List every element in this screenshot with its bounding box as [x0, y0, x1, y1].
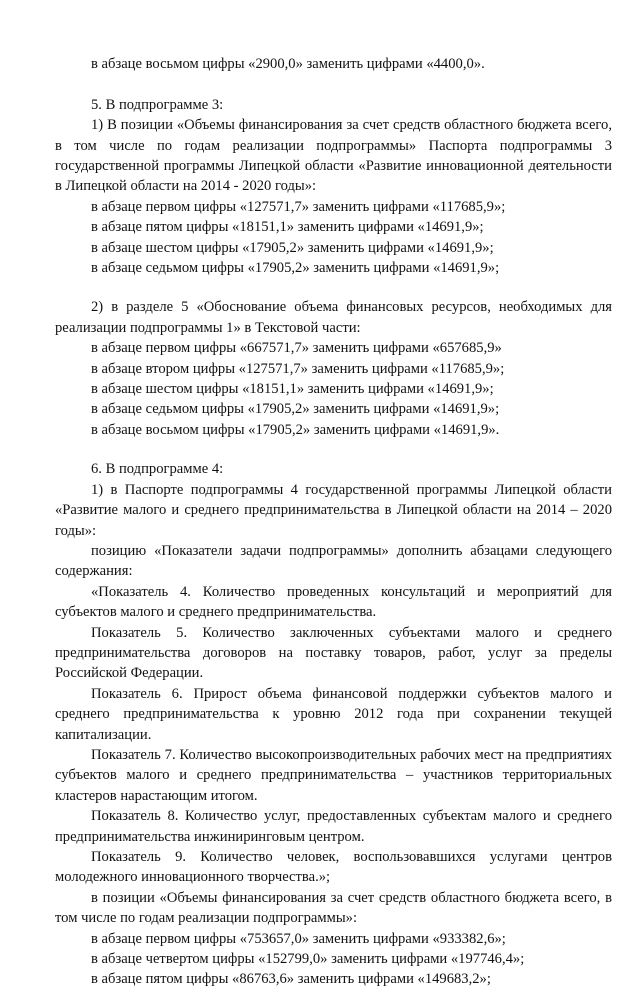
amend-line: в абзаце восьмом цифры «17905,2» заменить цифрами «14691,9».: [91, 421, 500, 438]
indicator-6: Показатель 6. Прирост объема финансовой поддержки субъектов малого и среднего предпринимательства к уровню 2012 года при сохранении текущей капитализации.: [55, 685, 612, 743]
indicator-5: Показатель 5. Количество заключенных субъектами малого и среднего предпринимательства договоров на поставку товаров, работ, услуг за пределы Российской Федерации.: [55, 624, 612, 682]
indicators-intro: позицию «Показатели задачи подпрограммы» дополнить абзацами следующего содержания:: [55, 542, 612, 580]
blank-line: [55, 74, 612, 94]
document-page: [55, 54, 612, 990]
amend-line: в абзаце шестом цифры «17905,2» заменить цифрами «14691,9»;: [91, 239, 494, 256]
item-2-section-5: 2) в разделе 5 «Обоснование объема финансовых ресурсов, необходимых для реализации подпрограммы 1» в Текстовой части:: [55, 299, 612, 336]
amend-line: в абзаце пятом цифры «18151,1» заменить цифрами «14691,9»;: [91, 219, 484, 236]
item-1-passport-3: 1) В позиции «Объемы финансирования за счет средств областного бюджета всего, в том числе по годам реализации подпрограммы» Паспорта подпрограммы 3 государственной программы Липецкой области «Развитие инновационной деятельности в Липецкой области на 2014 - 2020 годы»:: [55, 117, 612, 195]
amend-line: в абзаце седьмом цифры «17905,2» заменить цифрами «14691,9»;: [91, 260, 500, 277]
indicator-4: «Показатель 4. Количество проведенных консультаций и мероприятий для субъектов малого и среднего предпринимательства.: [55, 583, 612, 621]
indicator-8: Показатель 8. Количество услуг, предоставленных субъектам малого и среднего предпринимательства инжиниринговым центром.: [55, 808, 612, 845]
amend-line: в абзаце первом цифры «753657,0» заменить цифрами «933382,6»;: [91, 930, 506, 947]
amend-line: в абзаце шестом цифры «18151,1» заменить цифрами «14691,9»;: [91, 381, 494, 398]
amend-line: в абзаце пятом цифры «86763,6» заменить цифрами «149683,2»;: [91, 971, 491, 988]
funding-position-intro: в позиции «Объемы финансирования за счет средств областного бюджета всего, в том числе по годам реализации подпрограммы»:: [55, 889, 612, 927]
section-heading-subprogram-3: 5. В подпрограмме 3:: [91, 96, 224, 113]
amend-line: в абзаце седьмом цифры «17905,2» заменить цифрами «14691,9»;: [91, 401, 500, 418]
amend-line: в абзаце четвертом цифры «152799,0» заменить цифрами «197746,4»;: [91, 951, 525, 968]
amend-line-p8-old: в абзаце восьмом цифры «2900,0» заменить цифрами «4400,0».: [91, 56, 485, 72]
item-1-passport-4: 1) в Паспорте подпрограммы 4 государственной программы Липецкой области «Развитие малого и среднего предпринимательства в Липецкой области на 2014 – 2020 годы»:: [55, 481, 612, 539]
blank-line: [55, 278, 612, 297]
amend-line: в абзаце первом цифры «667571,7» заменить цифрами «657685,9»: [91, 340, 502, 357]
amend-line: в абзаце втором цифры «127571,7» заменить цифрами «117685,9»;: [91, 360, 505, 377]
indicator-7: Показатель 7. Количество высокопроизводительных рабочих мест на предприятиях субъектов малого и среднего предпринимательства – участников территориальных кластеров нарастающим итогом.: [55, 746, 612, 804]
blank-line: [55, 440, 612, 459]
amend-line: в абзаце первом цифры «127571,7» заменить цифрами «117685,9»;: [91, 198, 506, 215]
section-heading-subprogram-4: 6. В подпрограмме 4:: [91, 461, 224, 478]
indicator-9: Показатель 9. Количество человек, воспользовавшихся услугами центров молодежного инновационного творчества.»;: [55, 849, 612, 886]
